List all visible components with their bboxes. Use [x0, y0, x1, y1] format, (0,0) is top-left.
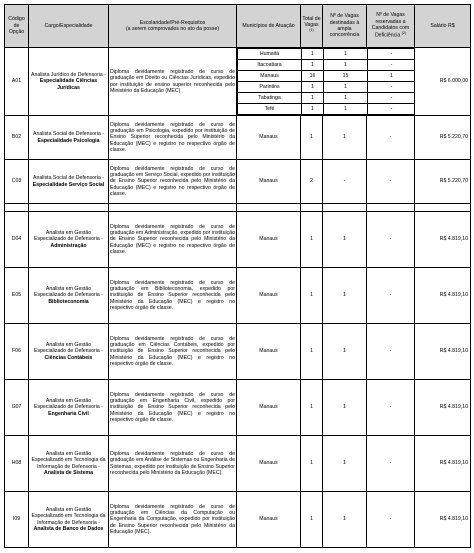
- cargo-cell: [29, 380, 109, 436]
- empty-cell: [5, 204, 29, 212]
- cargo-cell: [29, 212, 109, 268]
- deficiencia-vagas: -: [368, 49, 415, 60]
- municipio-name: Tefé: [238, 104, 302, 115]
- codigo-cell: H08: [5, 436, 29, 492]
- escolaridade-cell: Diploma devidamente registrado de curso de graduação em Análise de Sistemas ou Engenharia de Sistemas, expedido por instituição de Ensino Superior reconhecida pelo Ministério da Educação (MEC).: [109, 436, 237, 492]
- total-vagas: 1: [301, 436, 323, 492]
- header-deficiencia: [367, 5, 415, 48]
- escolaridade-cell: Diploma devidamente registrado de curso de graduação em Direito ou Ciências Jurídicas, expedido por instituição de ensino superior reconhecida pelo Ministério da Educação (MEC): [109, 48, 237, 116]
- municipio-name: Manaus: [238, 71, 302, 82]
- deficiencia-vagas: 1: [368, 71, 415, 82]
- cargo-cell: [29, 48, 109, 116]
- cargo-prefix: Analista em Gestão Especializado de Defensoria -: [34, 229, 103, 243]
- empty-cell: [323, 204, 367, 212]
- header-escolaridade-sub: (a serem comprovados no ato da posse): [125, 26, 220, 32]
- ampla-vagas: 1: [324, 104, 368, 115]
- municipio-cell: Manaus: [237, 492, 301, 548]
- table-row: [5, 48, 471, 116]
- empty-cell: [367, 204, 415, 212]
- cargo-cell: [29, 324, 109, 380]
- salario-cell: R$ 4.819,10: [415, 268, 471, 324]
- table-row: [5, 268, 471, 324]
- cargo-prefix: Analista em Gestão Especializado de Defensoria -: [34, 397, 103, 411]
- codigo-cell: D04: [5, 212, 29, 268]
- empty-cell: [29, 204, 109, 212]
- total-vagas: 1: [302, 104, 324, 115]
- header-municipios: Municípios de Atuação: [237, 5, 301, 48]
- escolaridade-cell: Diploma devidamente registrado de curso de graduação em Engenharia Civil, expedido por instituição de Ensino Superior reconhecida pelo Ministério da Educação (MEC) e registro no respectivo órgão de classe.: [109, 380, 237, 436]
- table-row: [5, 160, 471, 204]
- municipio-row: [238, 71, 415, 82]
- ampla-vagas: 1: [323, 212, 367, 268]
- table-row: [5, 116, 471, 160]
- municipio-row: [238, 82, 415, 93]
- municipio-name: Tabatinga: [238, 93, 302, 104]
- cargo-prefix: Analista Social de Defensoria -: [33, 131, 104, 138]
- escolaridade-cell: Diploma devidamente registrado de curso de graduação em Administração, expedido por instituição de Ensino Superior reconhecida pelo Ministério da Educação (MEC) e registro no respectivo órgão de classe.: [109, 212, 237, 268]
- municipio-row: [238, 49, 415, 60]
- cargo-especialidade: Especialidade Ciências Jurídicas: [39, 78, 98, 91]
- escolaridade-cell: Diploma devidamente registrado de curso de graduação em Ciências Contábeis, expedido por instituição de Ensino Superior reconhecida pelo Ministério da Educação (MEC) e registro no respectivo órgão de classe.: [109, 324, 237, 380]
- ampla-vagas: 1: [323, 268, 367, 324]
- table-row: [5, 212, 471, 268]
- deficiencia-vagas: -: [368, 60, 415, 71]
- total-vagas: 1: [301, 380, 323, 436]
- deficiencia-vagas: -: [368, 82, 415, 93]
- ampla-vagas: 15: [324, 71, 368, 82]
- total-vagas: 1: [301, 212, 323, 268]
- header-escolaridade-title: Escolaridade/Pré-Requisitos: [139, 19, 206, 26]
- cargo-especialidade: Administração: [50, 242, 87, 249]
- codigo-cell: I09: [5, 492, 29, 548]
- cargo-prefix: Analista em Gestão Especializado em Tecnologia da Informação de Defensoria -: [31, 506, 106, 526]
- cargo-cell: [29, 160, 109, 204]
- header-codigo: Código de Opção: [5, 5, 29, 48]
- total-vagas: 16: [302, 71, 324, 82]
- ampla-vagas: 1: [323, 380, 367, 436]
- codigo-cell: C03: [5, 160, 29, 204]
- municipio-row: [238, 60, 415, 71]
- deficiencia-vagas: -: [367, 212, 415, 268]
- header-escolaridade: [109, 5, 237, 48]
- municipio-cell: Manaus: [237, 116, 301, 160]
- cargo-prefix: Analista Jurídico de Defensoria -: [31, 71, 106, 78]
- municipio-cell: Manaus: [237, 436, 301, 492]
- escolaridade-cell: Diploma devidamente registrado de curso de graduação em Biblioteconomia, expedido por instituição de Ensino Superior reconhecida pelo Ministério da Educação (MEC) e registro no respectivo órgão de classe.: [109, 268, 237, 324]
- cargo-especialidade: Analista de Sistema: [43, 469, 93, 476]
- header-deficiencia-note: (2): [401, 31, 407, 36]
- deficiencia-vagas: -: [367, 268, 415, 324]
- municipio-cell: Manaus: [237, 212, 301, 268]
- empty-cell: [301, 204, 323, 212]
- total-vagas: 2: [301, 160, 323, 204]
- table-row: [5, 436, 471, 492]
- municipio-cell: Manaus: [237, 324, 301, 380]
- municipio-name: Parintins: [238, 82, 302, 93]
- cargo-cell: [29, 436, 109, 492]
- deficiencia-vagas: -: [367, 116, 415, 160]
- salario-cell: R$ 4.819,10: [415, 492, 471, 548]
- deficiencia-vagas: -: [367, 380, 415, 436]
- total-vagas: 1: [301, 492, 323, 548]
- header-salario: Salário R$: [415, 5, 471, 48]
- header-cargo: Cargo/Especialidade: [29, 5, 109, 48]
- salario-cell: R$ 4.819,10: [415, 436, 471, 492]
- ampla-vagas: 1: [324, 82, 368, 93]
- cargo-especialidade: Especialidade Serviço Social: [32, 181, 105, 188]
- ampla-vagas: 1: [323, 436, 367, 492]
- page-break-row: [5, 204, 471, 212]
- table-header-row: [5, 5, 471, 48]
- municipio-cell: Manaus: [237, 380, 301, 436]
- cargo-prefix: Analista em Gestão Especializado em Tecnologia da Informação de Defensoria -: [31, 450, 106, 470]
- vacancy-table: [4, 4, 471, 548]
- header-deficiencia-label: Nº de Vagas reservadas a Candidatos com Deficiência: [371, 12, 410, 40]
- total-vagas: 1: [301, 268, 323, 324]
- ampla-vagas: 1: [323, 116, 367, 160]
- total-vagas: 1: [301, 116, 323, 160]
- salario-cell: R$ 5.220,70: [415, 116, 471, 160]
- ampla-vagas: 1: [324, 49, 368, 60]
- ampla-vagas: 1: [323, 324, 367, 380]
- cargo-especialidade: Biblioteconomia: [48, 298, 89, 305]
- cargo-prefix: Analista em Gestão Especializado de Defensoria -: [34, 285, 103, 299]
- empty-cell: [237, 204, 301, 212]
- codigo-cell: F06: [5, 324, 29, 380]
- cargo-cell: [29, 268, 109, 324]
- header-total: [301, 5, 323, 48]
- deficiencia-vagas: -: [367, 160, 415, 204]
- escolaridade-cell: Diploma devidamente registrado de curso de graduação em Psicologia, expedido por instituição de Ensino Superior reconhecida pelo Ministério da Educação (MEC) e registro no respectivo órgão de classe.: [109, 116, 237, 160]
- salario-cell: R$ 5.220,70: [415, 160, 471, 204]
- deficiencia-vagas: -: [368, 104, 415, 115]
- ampla-vagas: -: [323, 160, 367, 204]
- cargo-prefix: Analista Social de Defensoria -: [33, 175, 104, 182]
- codigo-cell: A01: [5, 48, 29, 116]
- municipio-row: [238, 104, 415, 115]
- municipio-cell: Manaus: [237, 268, 301, 324]
- empty-cell: [415, 204, 471, 212]
- table-row: [5, 492, 471, 548]
- salario-cell: R$ 4.819,10: [415, 380, 471, 436]
- municipio-name: Itacoatiara: [238, 60, 302, 71]
- deficiencia-vagas: -: [367, 324, 415, 380]
- ampla-vagas: 1: [323, 492, 367, 548]
- escolaridade-cell: Diploma devidamente registrado de curso de graduação em Serviço Social, expedido por instituição de Ensino Superior reconhecida pelo Ministério da Educação (MEC) e registro no respectivo órgão de classe.: [109, 160, 237, 204]
- cargo-cell: [29, 116, 109, 160]
- header-total-label: Total de Vagas: [302, 15, 321, 28]
- municipio-cell: Manaus: [237, 160, 301, 204]
- deficiencia-vagas: -: [367, 436, 415, 492]
- header-ampla: Nº de Vagas destinadas à ampla concorrência: [323, 5, 367, 48]
- table-row: [5, 324, 471, 380]
- salario-cell: R$ 4.819,10: [415, 324, 471, 380]
- municipio-name: Humaitá: [238, 49, 302, 60]
- ampla-vagas: 1: [324, 93, 368, 104]
- municipio-row: [238, 93, 415, 104]
- codigo-cell: B02: [5, 116, 29, 160]
- deficiencia-vagas: -: [367, 492, 415, 548]
- deficiencia-vagas: -: [368, 93, 415, 104]
- total-vagas: 1: [302, 93, 324, 104]
- table-row: [5, 380, 471, 436]
- municipios-table: [237, 48, 415, 115]
- header-total-note: (1): [309, 28, 314, 33]
- empty-cell: [109, 204, 237, 212]
- salario-cell: R$ 6.000,00: [415, 48, 471, 116]
- municipios-group-cell: [237, 48, 415, 116]
- cargo-prefix: Analista em Gestão Especializado de Defensoria -: [34, 341, 103, 355]
- cargo-cell: [29, 492, 109, 548]
- total-vagas: 1: [302, 49, 324, 60]
- ampla-vagas: 1: [324, 60, 368, 71]
- total-vagas: 1: [302, 60, 324, 71]
- total-vagas: 1: [302, 82, 324, 93]
- codigo-cell: E05: [5, 268, 29, 324]
- salario-cell: R$ 4.819,10: [415, 212, 471, 268]
- cargo-especialidade: Ciências Contábeis: [44, 354, 93, 361]
- cargo-especialidade: Especialidade Psicologia: [37, 137, 100, 144]
- total-vagas: 1: [301, 324, 323, 380]
- cargo-especialidade: Engenharia Civil: [48, 410, 89, 417]
- codigo-cell: G07: [5, 380, 29, 436]
- cargo-especialidade: Analista de Banco de Dados: [33, 525, 104, 532]
- escolaridade-cell: Diploma devidamente registrado de curso de graduação em Ciências da Computação ou Engenharia da Computação, expedido por instituição de Ensino Superior reconhecida pelo Ministério da Educação (MEC).: [109, 492, 237, 548]
